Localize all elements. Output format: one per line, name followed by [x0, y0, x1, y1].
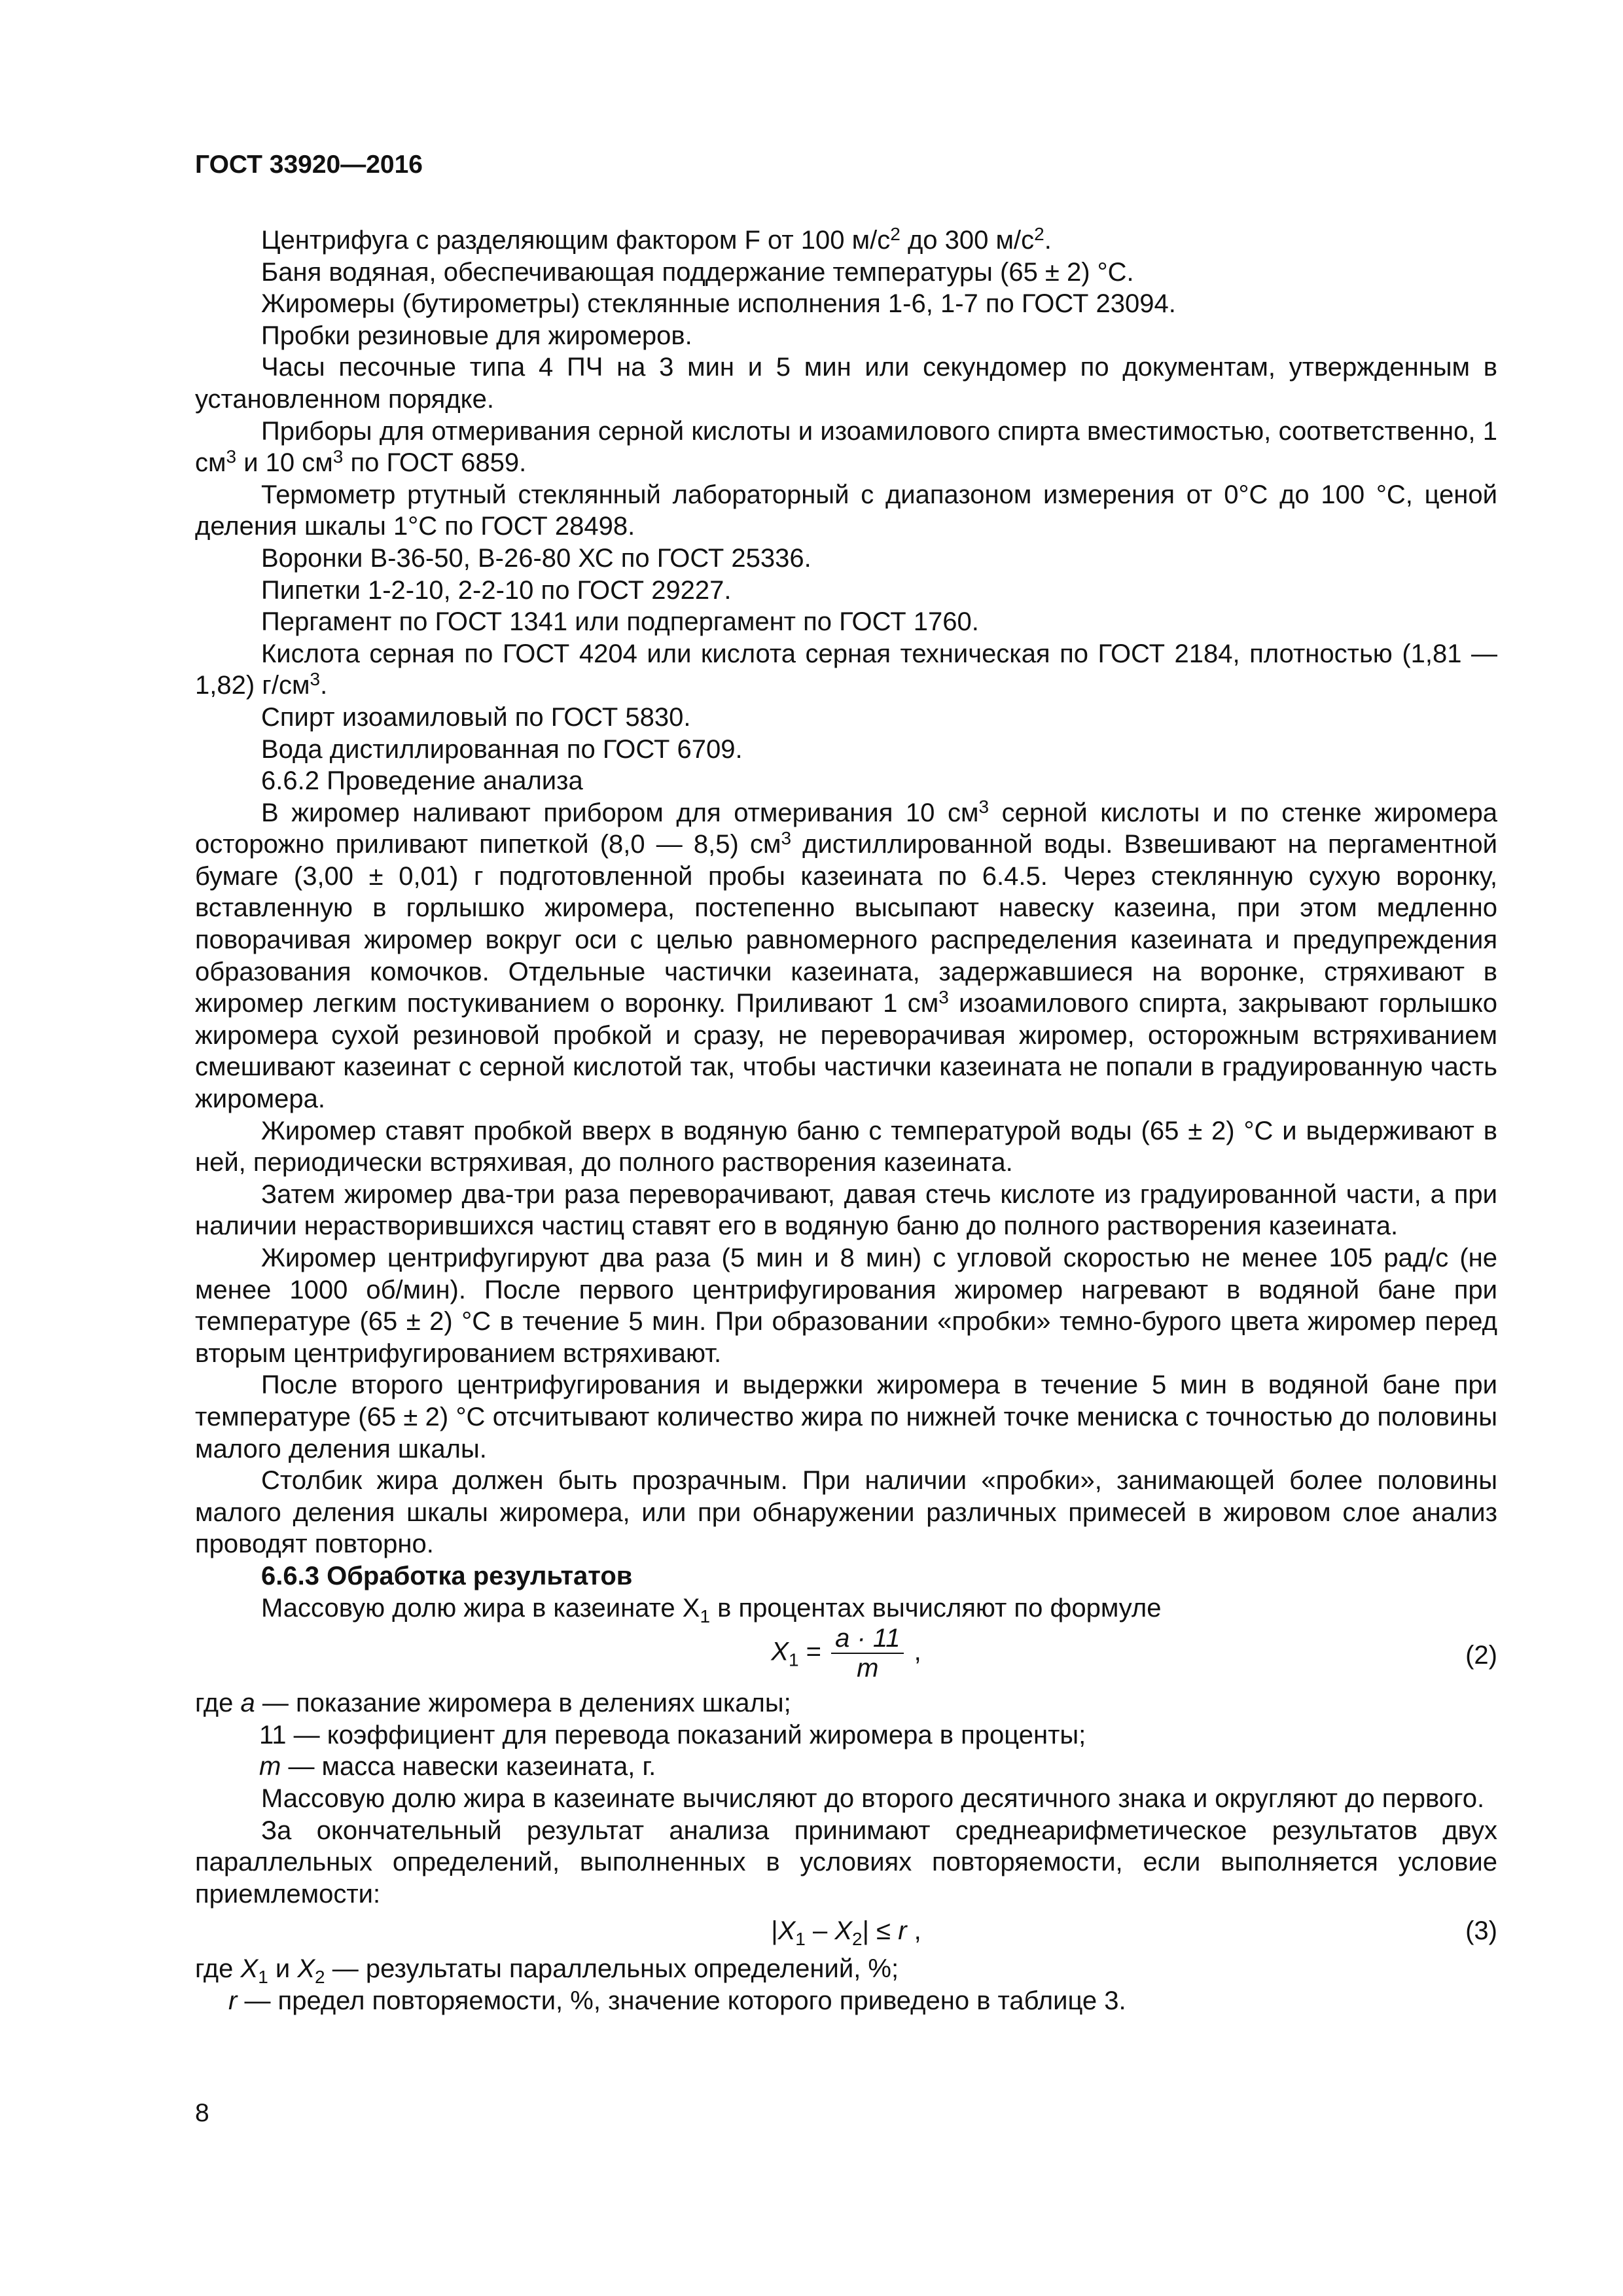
paragraph: Массовую долю жира в казеинате вычисляют до второго десятичного знака и округляют до первого.	[261, 1784, 1485, 1813]
document-body	[195, 224, 1497, 2017]
paragraph: Вода дистиллированная по ГОСТ 6709.	[261, 734, 743, 764]
paragraph: Термометр ртутный стеклянный лабораторный с диапазоном измерения от 0°С до 100 °С, ценой деления шкалы 1°С по ГОСТ 28498.	[195, 480, 1497, 541]
section-heading-6-6-2: 6.6.2 Проведение анализа	[261, 766, 583, 796]
formula-2: $X_1$ = $\frac{a \cdot 11}{m}$ , (2)	[771, 1624, 1497, 1683]
paragraph: Приборы для отмеривания серной кислоты и изоамилового спирта вместимостью, соответственно, 1 $см^3$ и 10 $см^3$ по ГОСТ 6859.	[195, 416, 1497, 478]
paragraph: Кислота серная по ГОСТ 4204 или кислота серная техническая по ГОСТ 2184, плотностью (1,81 — 1,82) $г/см^3$.	[195, 639, 1497, 700]
section-heading-6-6-3: 6.6.3 Обработка результатов	[261, 1561, 633, 1590]
fraction: $\frac{a \cdot 11}{m}$	[831, 1624, 904, 1683]
paragraph: Жиромеры (бутирометры) стеклянные исполнения 1-6, 1-7 по ГОСТ 23094.	[261, 289, 1176, 319]
formula-3: $|X_1 - X_2| \le r$ , (3)	[771, 1916, 1497, 1950]
paragraph: Жиромер центрифугируют два раза (5 мин и 8 мин) с угловой скоростью не менее 105 рад/с (не менее 1000 об/мин). После первого центрифугирования жиромер нагревают в водяной бане при температуре (65 ± 2) °С в течение 5 мин. При образовании «пробки» темно-бурого цвета жиромер перед вторым центрифугированием встряхивают.	[195, 1244, 1497, 1368]
formula-number: (3)	[1465, 1916, 1497, 1946]
paragraph: Центрифуга с разделяющим фактором F от 100 $м/с^2$ до 300 $м/с^2$.	[261, 224, 1052, 255]
where-item-r: r — предел повторяемости, %, значение которого приведено в таблице 3.	[228, 1986, 1126, 2015]
paragraph: В жиромер наливают прибором для отмеривания 10 $см^3$ серной кислоты и по стенке жиромера осторожно приливают пипеткой (8,0 — 8,5) $см^3$ дистиллированной воды. Взвешивают на пергаментной бумаге (3,00 ± 0,01) г подготовленной пробы казеината по 6.4.5. Через стеклянную сухую воронку, вставленную в горлышко жиромера, постепенно высыпают навеску казеина, при этом медленно поворачивая жиромер вокруг оси с целью равномерного распределения казеината и предупреждения образования комочков. Отдельные частички казеината, задержавшиеся на воронке, стряхивают в жиромер легким постукиванием о воронку. Приливают 1 $см^3$ изоамилового спирта, закрывают горлышко жиромера сухой резиновой пробкой и сразу, не переворачивая жиромер, осторожным встряхиванием смешивают казеинат с серной кислотой так, чтобы частички казеината не попали в градуированную часть жиромера.	[195, 796, 1497, 1114]
paragraph: Воронки В-36-50, В-26-80 ХС по ГОСТ 25336.	[261, 543, 812, 573]
where-item-x: где $X_1$ и $X_2$ — результаты параллельных определений, %;	[195, 1954, 899, 1988]
where-item-m: m — масса навески казеината, г.	[259, 1752, 656, 1782]
page-number: 8	[195, 2099, 209, 2127]
paragraph: Часы песочные типа 4 ПЧ на 3 мин и 5 мин или секундомер по документам, утвержденным в установленном порядке.	[195, 353, 1497, 414]
where-item-11: 11 — коэффициент для перевода показаний жиромера в проценты;	[259, 1720, 1086, 1749]
paragraph: Пергамент по ГОСТ 1341 или подпергамент по ГОСТ 1760.	[261, 607, 979, 637]
document-header: ГОСТ 33920—2016	[195, 151, 423, 179]
formula-number: (2)	[1465, 1641, 1497, 1670]
where-item-a: где a — показание жиромера в делениях шкалы;	[195, 1689, 791, 1718]
paragraph: За окончательный результат анализа принимают среднеарифметическое результатов двух параллельных определений, выполненных в условиях повторяемости, если выполняется условие приемлемости:	[195, 1816, 1497, 1909]
paragraph: Пробки резиновые для жиромеров.	[261, 321, 692, 350]
paragraph: Жиромер ставят пробкой вверх в водяную баню с температурой воды (65 ± 2) °С и выдерживают в ней, периодически встряхивая, до полного растворения казеината.	[195, 1116, 1497, 1177]
paragraph: Столбик жира должен быть прозрачным. При наличии «пробки», занимающей более половины малого деления шкалы жиромера, или при обнаружении различных примесей в жировом слое анализ проводят повторно.	[195, 1466, 1497, 1559]
paragraph: Пипетки 1-2-10, 2-2-10 по ГОСТ 29227.	[261, 575, 732, 605]
paragraph: После второго центрифугирования и выдержки жиромера в течение 5 мин в водяной бане при температуре (65 ± 2) °С отсчитывают количество жира по нижней точке мениска с точностью до половины малого деления шкалы.	[195, 1371, 1497, 1463]
paragraph: Затем жиромер два-три раза переворачивают, давая стечь кислоте из градуированной части, а при наличии нерастворившихся частиц ставят его в водяную баню до полного растворения казеината.	[195, 1179, 1497, 1241]
paragraph: Спирт изоамиловый по ГОСТ 5830.	[261, 702, 691, 732]
paragraph: Массовую долю жира в казеинате $Х_1$ в процентах вычисляют по формуле	[261, 1593, 1162, 1626]
paragraph: Баня водяная, обеспечивающая поддержание температуры (65 ± 2) °С.	[261, 257, 1134, 287]
